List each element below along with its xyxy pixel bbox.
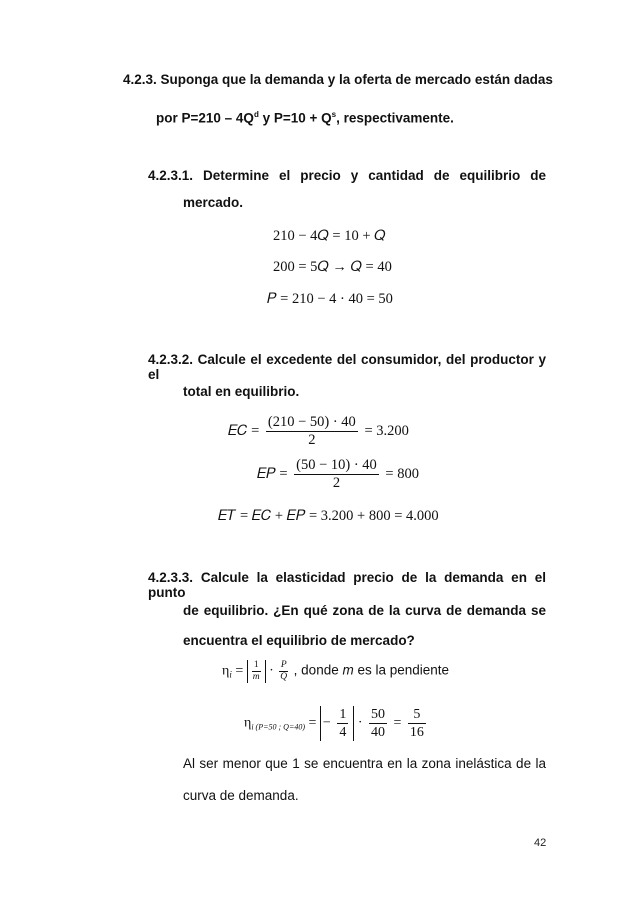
section3-title-line-1: 4.2.3.3. Calcule la elasticidad precio de la demanda en el punto	[148, 570, 546, 600]
elasticity-evaluation	[244, 706, 429, 741]
heading-line-2-part3: , respectivamente.	[336, 110, 454, 126]
supply-superscript: s	[331, 110, 337, 119]
ep-lhs: 𝐸𝑃 =	[257, 465, 288, 482]
ec-fraction	[266, 414, 358, 449]
eval-equals-2: =	[393, 715, 402, 731]
eval-eta-symbol: η	[244, 715, 252, 731]
eval-result-fraction	[408, 706, 426, 741]
equation-producer-surplus	[257, 457, 419, 492]
ec-rhs: = 3.200	[364, 422, 409, 439]
equation-consumer-surplus	[228, 414, 409, 449]
conclusion-line-2: curva de demanda.	[183, 788, 299, 803]
formula-text-m: m	[342, 662, 354, 678]
eval-eta-subscript: i (P=50 ; Q=40)	[251, 722, 306, 732]
heading-line-2-part2: y P=10 + Q	[258, 110, 332, 126]
one-over-m-den: m	[252, 672, 260, 682]
page-number: 42	[534, 837, 547, 849]
ep-numerator: (50 − 10) · 40	[296, 457, 377, 473]
ep-rhs: = 800	[385, 465, 419, 482]
eval-five: 5	[408, 706, 426, 724]
p-over-q-den: Q	[280, 672, 288, 682]
elasticity-formula	[222, 660, 449, 683]
heading-line-1: 4.2.3. Suponga que la demanda y la oferta de mercado están dadas	[123, 72, 553, 87]
section2-title-line-2: total en equilibrio.	[183, 384, 300, 399]
eval-minus: −	[322, 715, 331, 731]
formula-text-pre: , donde	[293, 662, 343, 678]
formula-equals: =	[235, 663, 244, 679]
section1-title-line-1: 4.2.3.1. Determine el precio y cantidad de equilibrio de	[148, 168, 546, 183]
ec-denominator: 2	[308, 432, 316, 448]
equation-equilibrium-3: 𝑃 = 210 − 4 · 40 = 50	[267, 291, 393, 307]
eval-one-over-four-num: 1	[339, 707, 347, 722]
section2-title-line-1: 4.2.3.2. Calcule el excedente del consumidor, del productor y el	[148, 352, 546, 382]
formula-dot: ·	[269, 663, 274, 679]
section3-title-line-2: de equilibrio. ¿En qué zona de la curva de demanda se	[183, 603, 546, 618]
eval-forty: 40	[371, 725, 385, 740]
formula-text-post: es la pendiente	[353, 662, 450, 678]
ec-lhs: 𝐸𝐶 =	[228, 422, 260, 439]
eval-one-over-four-den: 4	[339, 725, 347, 740]
eval-equals: =	[308, 715, 317, 731]
p-over-q-num: P	[280, 660, 287, 670]
section3-title-line-3: encuentra el equilibrio de mercado?	[183, 633, 415, 648]
equation-total-surplus: 𝐸𝑇 = 𝐸𝐶 + 𝐸𝑃 = 3.200 + 800 = 4.000	[218, 508, 439, 524]
equation-equilibrium-1: 210 − 4𝑄 = 10 + 𝑄	[273, 228, 386, 244]
heading-line-2-part1: por P=210 – 4Q	[156, 110, 254, 126]
eval-one-over-four	[337, 706, 348, 741]
eval-fifty-over-forty	[369, 706, 387, 741]
equation-equilibrium-2: 200 = 5𝑄 → 𝑄 = 40	[273, 259, 392, 275]
ep-fraction	[294, 457, 379, 492]
demand-superscript: d	[253, 110, 259, 119]
ec-numerator: (210 − 50) · 40	[267, 414, 356, 430]
section1-title-line-2: mercado.	[183, 195, 244, 210]
one-over-m	[252, 660, 261, 683]
p-over-q	[279, 660, 288, 683]
conclusion-line-1: Al ser menor que 1 se encuentra en la zona inelástica de la	[183, 756, 546, 771]
heading-line-2	[156, 110, 454, 126]
one-over-m-num: 1	[252, 660, 261, 672]
formula-absolute-value	[247, 660, 266, 683]
eval-absolute-value	[320, 706, 354, 741]
ep-denominator: 2	[332, 475, 341, 491]
eval-dot: ·	[357, 715, 363, 731]
eval-sixteen: 16	[409, 725, 424, 740]
eta-subscript: i	[229, 669, 232, 680]
formula-description	[294, 663, 449, 678]
eval-fifty: 50	[371, 707, 385, 722]
eta-symbol: η	[222, 663, 230, 679]
